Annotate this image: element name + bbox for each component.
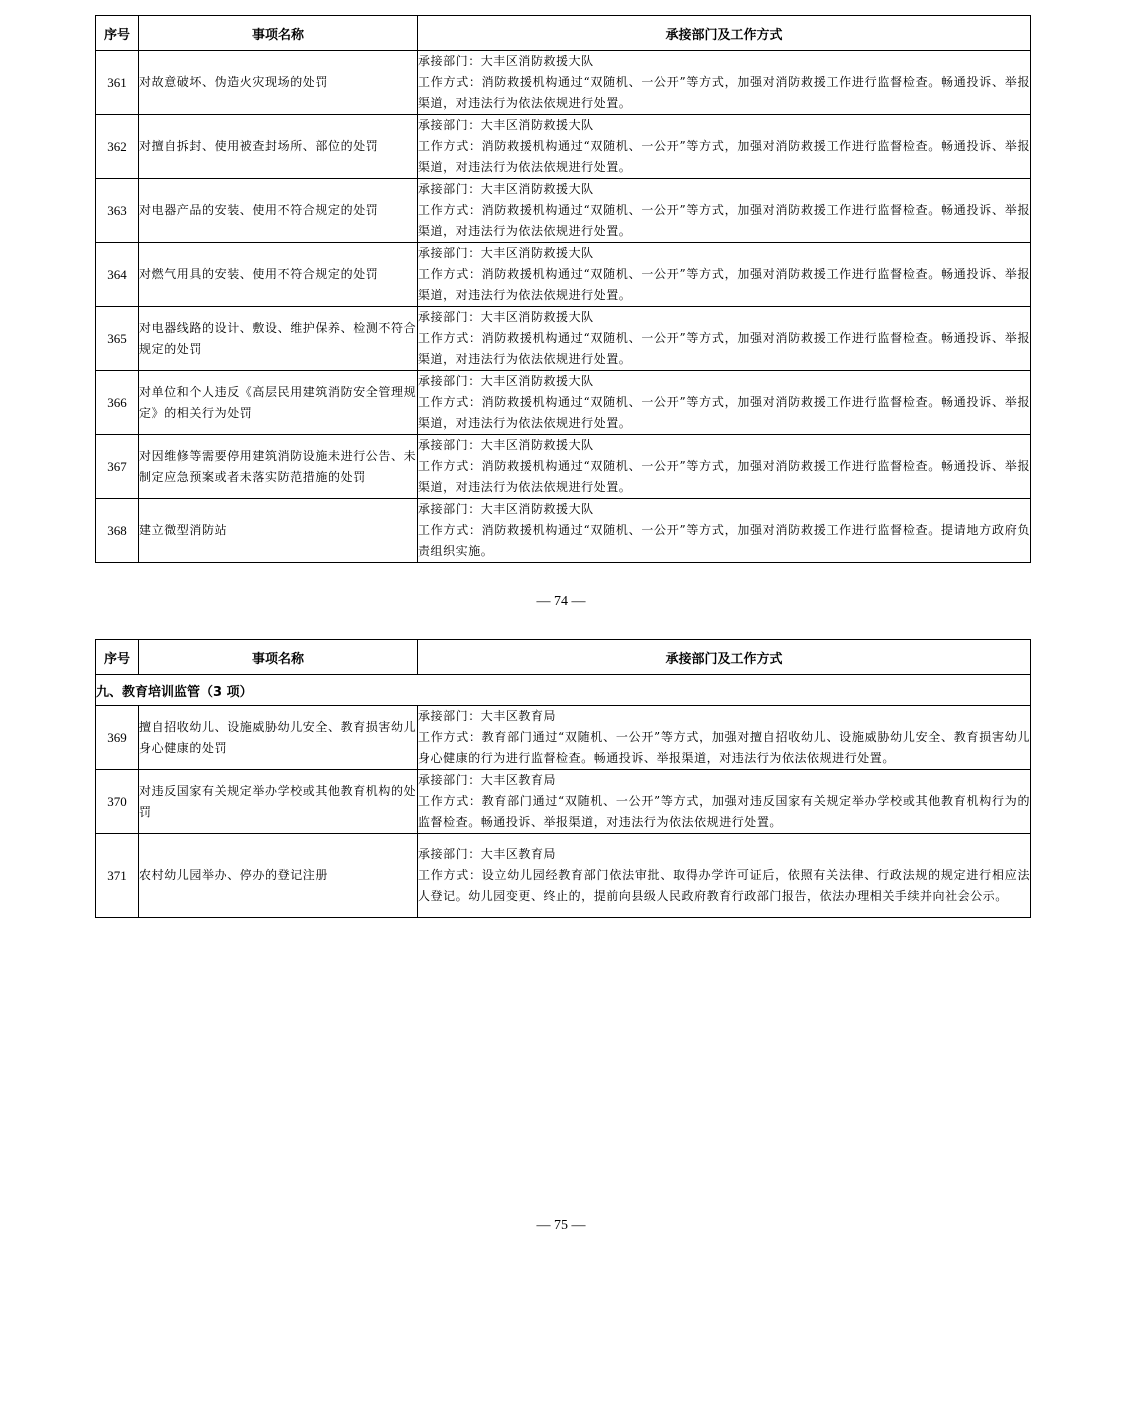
table-row: [96, 706, 1031, 770]
row-name: 对单位和个人违反《高层民用建筑消防安全管理规定》的相关行为处罚: [139, 371, 418, 435]
section-title: 九、教育培训监管（3 项）: [96, 675, 1031, 706]
row-name: 对电器产品的安装、使用不符合规定的处罚: [139, 179, 418, 243]
row-dept: [418, 706, 1031, 770]
row-dept: [418, 115, 1031, 179]
row-name: 对燃气用具的安装、使用不符合规定的处罚: [139, 243, 418, 307]
table-row: [96, 307, 1031, 371]
row-name: 擅自招收幼儿、设施威胁幼儿安全、教育损害幼儿身心健康的处罚: [139, 706, 418, 770]
header-dept: 承接部门及工作方式: [418, 16, 1031, 51]
method-text: 工作方式：教育部门通过“双随机、一公开”等方式，加强对违反国家有关规定举办学校或其他教育机构行为的监督检查。畅通投诉、举报渠道，对违法行为依法依规进行处置。: [418, 794, 1030, 829]
dept-line: 承接部门：大丰区消防救援大队: [418, 118, 594, 132]
method-text: 工作方式：设立幼儿园经教育部门依法审批、取得办学许可证后，依照有关法律、行政法规的规定进行相应法人登记。幼儿园变更、终止的，提前向县级人民政府教育行政部门报告，依法办理相关手续并向社会公示。: [418, 868, 1030, 903]
row-no: 367: [96, 435, 139, 499]
dept-line: 承接部门：大丰区教育局: [418, 847, 557, 861]
items-table-page-75: [95, 639, 1031, 918]
row-name: 建立微型消防站: [139, 499, 418, 563]
row-dept: [418, 770, 1031, 834]
row-name: 农村幼儿园举办、停办的登记注册: [139, 834, 418, 918]
table-row: [96, 770, 1031, 834]
dept-line: 承接部门：大丰区消防救援大队: [418, 246, 594, 260]
dept-line: 承接部门：大丰区教育局: [418, 773, 557, 787]
dept-line: 承接部门：大丰区教育局: [418, 709, 557, 723]
row-dept: [418, 371, 1031, 435]
method-text: 工作方式：消防救援机构通过“双随机、一公开”等方式，加强对消防救援工作进行监督检查。畅通投诉、举报渠道，对违法行为依法依规进行处置。: [418, 459, 1030, 494]
table-row: [96, 179, 1031, 243]
row-name: 对违反国家有关规定举办学校或其他教育机构的处罚: [139, 770, 418, 834]
dept-line: 承接部门：大丰区消防救援大队: [418, 54, 594, 68]
row-dept: [418, 243, 1031, 307]
method-text: 工作方式：消防救援机构通过“双随机、一公开”等方式，加强对消防救援工作进行监督检查。畅通投诉、举报渠道，对违法行为依法依规进行处置。: [418, 203, 1030, 238]
row-no: 364: [96, 243, 139, 307]
row-no: 366: [96, 371, 139, 435]
table-row: [96, 834, 1031, 918]
header-dept: 承接部门及工作方式: [418, 640, 1031, 675]
row-no: 371: [96, 834, 139, 918]
row-name: 对故意破坏、伪造火灾现场的处罚: [139, 51, 418, 115]
table-row: [96, 499, 1031, 563]
row-no: 369: [96, 706, 139, 770]
table-row: [96, 243, 1031, 307]
items-table-page-74: [95, 15, 1031, 563]
row-no: 368: [96, 499, 139, 563]
row-dept: [418, 435, 1031, 499]
header-no: 序号: [96, 640, 139, 675]
method-text: 工作方式：消防救援机构通过“双随机、一公开”等方式，加强对消防救援工作进行监督检查。畅通投诉、举报渠道，对违法行为依法依规进行处置。: [418, 395, 1030, 430]
header-no: 序号: [96, 16, 139, 51]
row-dept: [418, 834, 1031, 918]
header-name: 事项名称: [139, 16, 418, 51]
row-dept: [418, 307, 1031, 371]
page-number-74: — 74 —: [536, 594, 586, 609]
row-dept: [418, 179, 1031, 243]
dept-line: 承接部门：大丰区消防救援大队: [418, 310, 594, 324]
row-no: 370: [96, 770, 139, 834]
row-name: 对因维修等需要停用建筑消防设施未进行公告、未制定应急预案或者未落实防范措施的处罚: [139, 435, 418, 499]
dept-line: 承接部门：大丰区消防救援大队: [418, 374, 594, 388]
section-row: [96, 675, 1031, 706]
dept-line: 承接部门：大丰区消防救援大队: [418, 438, 594, 452]
dept-line: 承接部门：大丰区消防救援大队: [418, 502, 594, 516]
row-name: 对电器线路的设计、敷设、维护保养、检测不符合规定的处罚: [139, 307, 418, 371]
row-no: 361: [96, 51, 139, 115]
method-text: 工作方式：消防救援机构通过“双随机、一公开”等方式，加强对消防救援工作进行监督检查。提请地方政府负责组织实施。: [418, 523, 1030, 558]
row-dept: [418, 51, 1031, 115]
table-header-row: [96, 640, 1031, 675]
header-name: 事项名称: [139, 640, 418, 675]
row-no: 365: [96, 307, 139, 371]
page-number-75: — 75 —: [536, 1218, 586, 1233]
method-text: 工作方式：消防救援机构通过“双随机、一公开”等方式，加强对消防救援工作进行监督检查。畅通投诉、举报渠道，对违法行为依法依规进行处置。: [418, 267, 1030, 302]
row-dept: [418, 499, 1031, 563]
row-no: 363: [96, 179, 139, 243]
dept-line: 承接部门：大丰区消防救援大队: [418, 182, 594, 196]
method-text: 工作方式：教育部门通过“双随机、一公开”等方式，加强对擅自招收幼儿、设施威胁幼儿安全、教育损害幼儿身心健康的行为进行监督检查。畅通投诉、举报渠道，对违法行为依法依规进行处置。: [418, 730, 1030, 765]
table-row: [96, 371, 1031, 435]
method-text: 工作方式：消防救援机构通过“双随机、一公开”等方式，加强对消防救援工作进行监督检查。畅通投诉、举报渠道，对违法行为依法依规进行处置。: [418, 75, 1030, 110]
row-name: 对擅自拆封、使用被查封场所、部位的处罚: [139, 115, 418, 179]
method-text: 工作方式：消防救援机构通过“双随机、一公开”等方式，加强对消防救援工作进行监督检查。畅通投诉、举报渠道，对违法行为依法依规进行处置。: [418, 139, 1030, 174]
table-row: [96, 51, 1031, 115]
table-header-row: [96, 16, 1031, 51]
table-row: [96, 115, 1031, 179]
row-no: 362: [96, 115, 139, 179]
method-text: 工作方式：消防救援机构通过“双随机、一公开”等方式，加强对消防救援工作进行监督检查。畅通投诉、举报渠道，对违法行为依法依规进行处置。: [418, 331, 1030, 366]
table-row: [96, 435, 1031, 499]
